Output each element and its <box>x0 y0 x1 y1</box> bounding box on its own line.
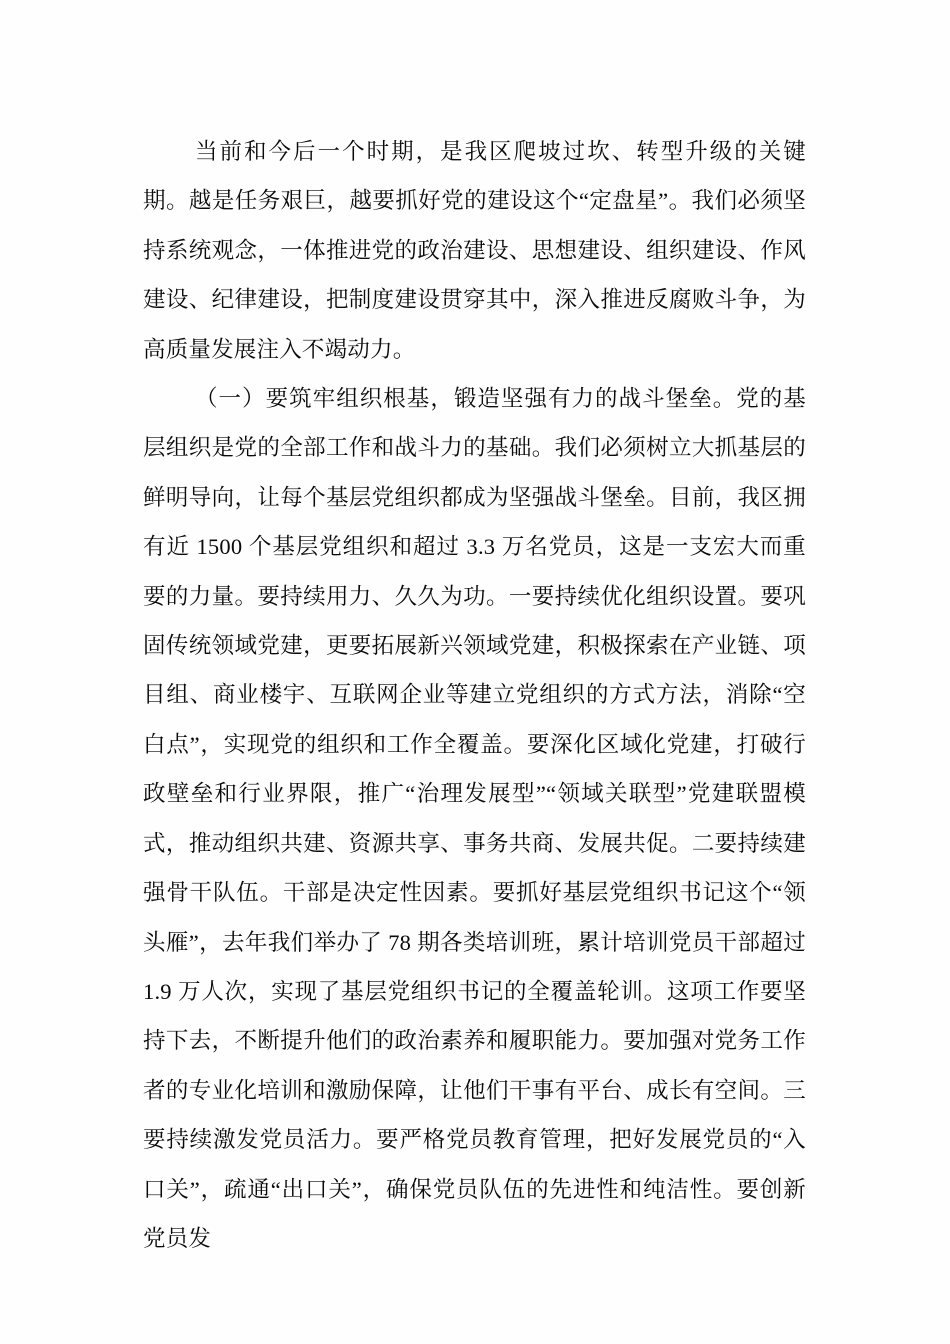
paragraph-section-one: （一）要筑牢组织根基，锻造坚强有力的战斗堡垒。党的基层组织是党的全部工作和战斗力的基础。我们必须树立大抓基层的鲜明导向，让每个基层党组织都成为坚强战斗堡垒。目前，我区拥有近 1500 个基层党组织和超过 3.3 万名党员，这是一支宏大而重要的力量。要持续用力、久久为功。一要持续优化组织设置。要巩固传统领域党建，更要拓展新兴领域党建，积极探索在产业链、项目组、商业楼宇、互联网企业等建立党组织的方式方法，消除“空白点”，实现党的组织和工作全覆盖。要深化区域化党建，打破行政壁垒和行业界限，推广“治理发展型”“领域关联型”党建联盟模式，推动组织共建、资源共享、事务共商、发展共促。二要持续建强骨干队伍。干部是决定性因素。要抓好基层党组织书记这个“领头雁”，去年我们举办了 78 期各类培训班，累计培训党员干部超过 1.9 万人次，实现了基层党组织书记的全覆盖轮训。这项工作要坚持下去，不断提升他们的政治素养和履职能力。要加强对党务工作者的专业化培训和激励保障，让他们干事有平台、成长有空间。三要持续激发党员活力。要严格党员教育管理，把好发展党员的“入口关”，疏通“出口关”，确保党员队伍的先进性和纯洁性。要创新党员发 <box>143 386 806 1251</box>
paragraph-intro: 当前和今后一个时期，是我区爬坡过坎、转型升级的关键期。越是任务艰巨，越要抓好党的建设这个“定盘星”。我们必须坚持系统观念，一体推进党的政治建设、思想建设、组织建设、作风建设、纪律建设，把制度建设贯穿其中，深入推进反腐败斗争，为高质量发展注入不竭动力。 <box>143 139 806 362</box>
document-body <box>143 127 806 1263</box>
